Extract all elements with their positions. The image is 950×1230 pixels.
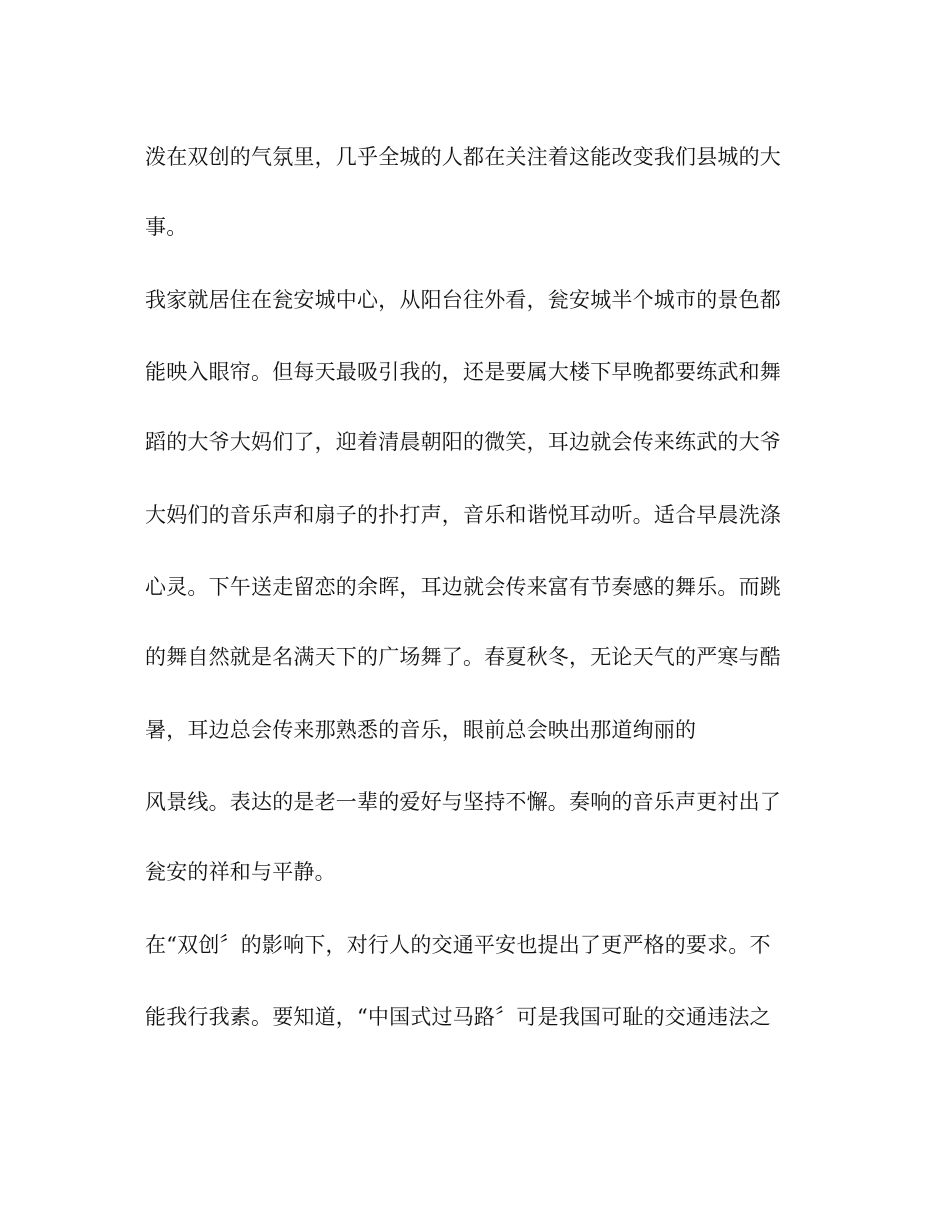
text-line-4: 能映入眼帘。但每天最吸引我的，还是要属大楼下早晚都要练武和舞 [145,360,781,384]
text-line-3: 我家就居住在瓮安城中心，从阳台往外看，瓮安城半个城市的景色都 [145,288,781,312]
text-line-5: 蹈的大爷大妈们了，迎着清晨朝阳的微笑，耳边就会传来练武的大爷 [145,430,781,454]
text-line-9: 暑，耳边总会传来那熟悉的音乐，眼前总会映出那道绚丽的 [145,718,697,742]
text-line-11: 瓮安的祥和与平静。 [145,860,336,884]
text-line-7: 心灵。下午送走留恋的余晖，耳边就会传来富有节奏感的舞乐。而跳 [145,575,781,599]
text-line-8: 的舞自然就是名满天下的广场舞了。春夏秋冬，无论天气的严寒与酷 [145,645,781,669]
text-line-1: 泼在双创的气氛里，几乎全城的人都在关注着这能改变我们县城的大 [145,145,781,169]
text-line-2: 事。 [145,215,188,239]
text-line-10: 风景线。表达的是老一辈的爱好与坚持不懈。奏响的音乐声更衬出了 [145,790,781,814]
text-line-13: 能我行我素。要知道，“中国式过马路〞可是我国可耻的交通违法之 [145,1005,771,1029]
text-line-12: 在“双创〞的影响下，对行人的交通平安也提出了更严格的要求。不 [145,933,771,957]
text-line-6: 大妈们的音乐声和扇子的扑打声，音乐和谐悦耳动听。适合早晨洗涤 [145,503,781,527]
